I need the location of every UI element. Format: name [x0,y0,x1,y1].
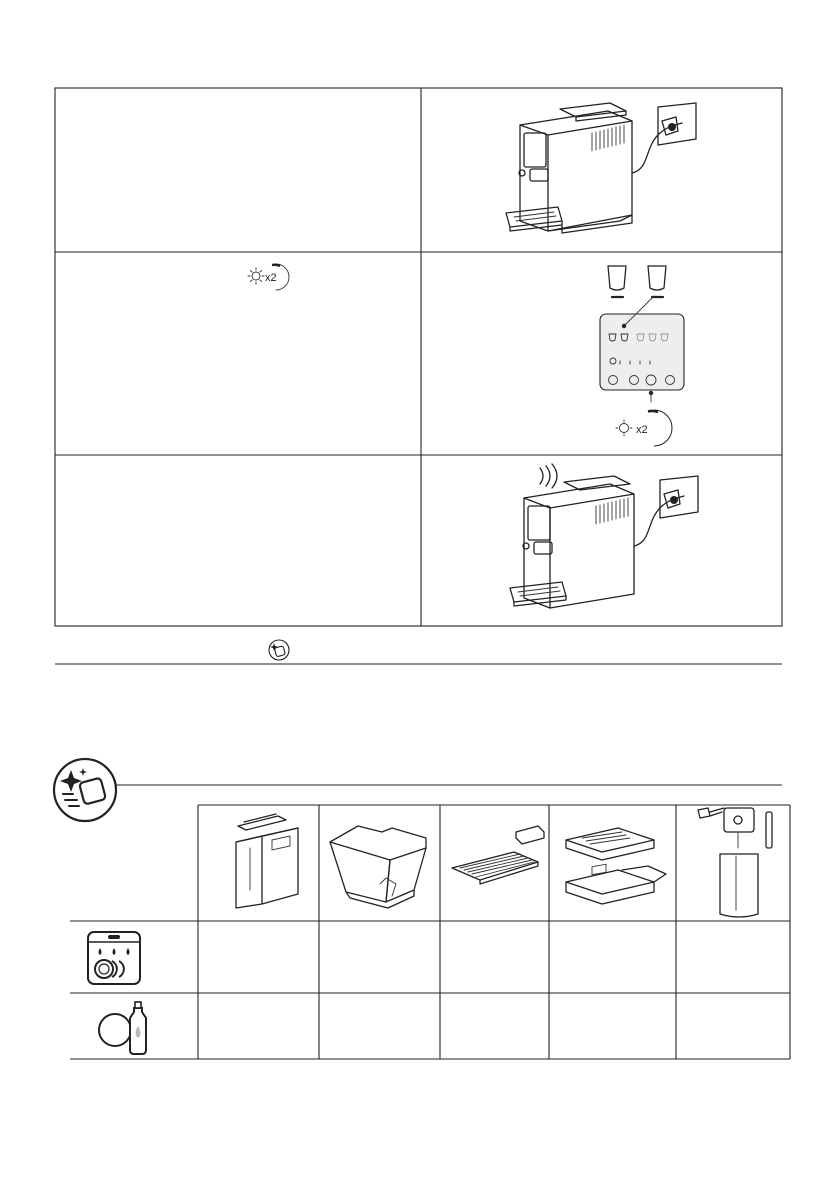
settings-x2-icon [248,264,289,290]
hand-wash-icon [99,1002,146,1054]
cleaning-table [0,740,839,1070]
cleaning-small-icon [269,640,289,660]
x2-small-label: x2 [265,272,277,284]
grounds-container-image [330,826,426,908]
machine-plugged-in-image [506,103,696,233]
milk-carafe-image [698,808,772,917]
machine-with-sound-image [510,464,698,608]
cleaning-icon [54,759,116,821]
dishwasher-icon [88,932,140,984]
control-panel-image [600,266,684,446]
cup-grid-image [452,826,544,884]
drip-tray-assembly-image [566,828,666,904]
x2-large-label: x2 [636,424,648,436]
water-tank-image [236,814,298,908]
